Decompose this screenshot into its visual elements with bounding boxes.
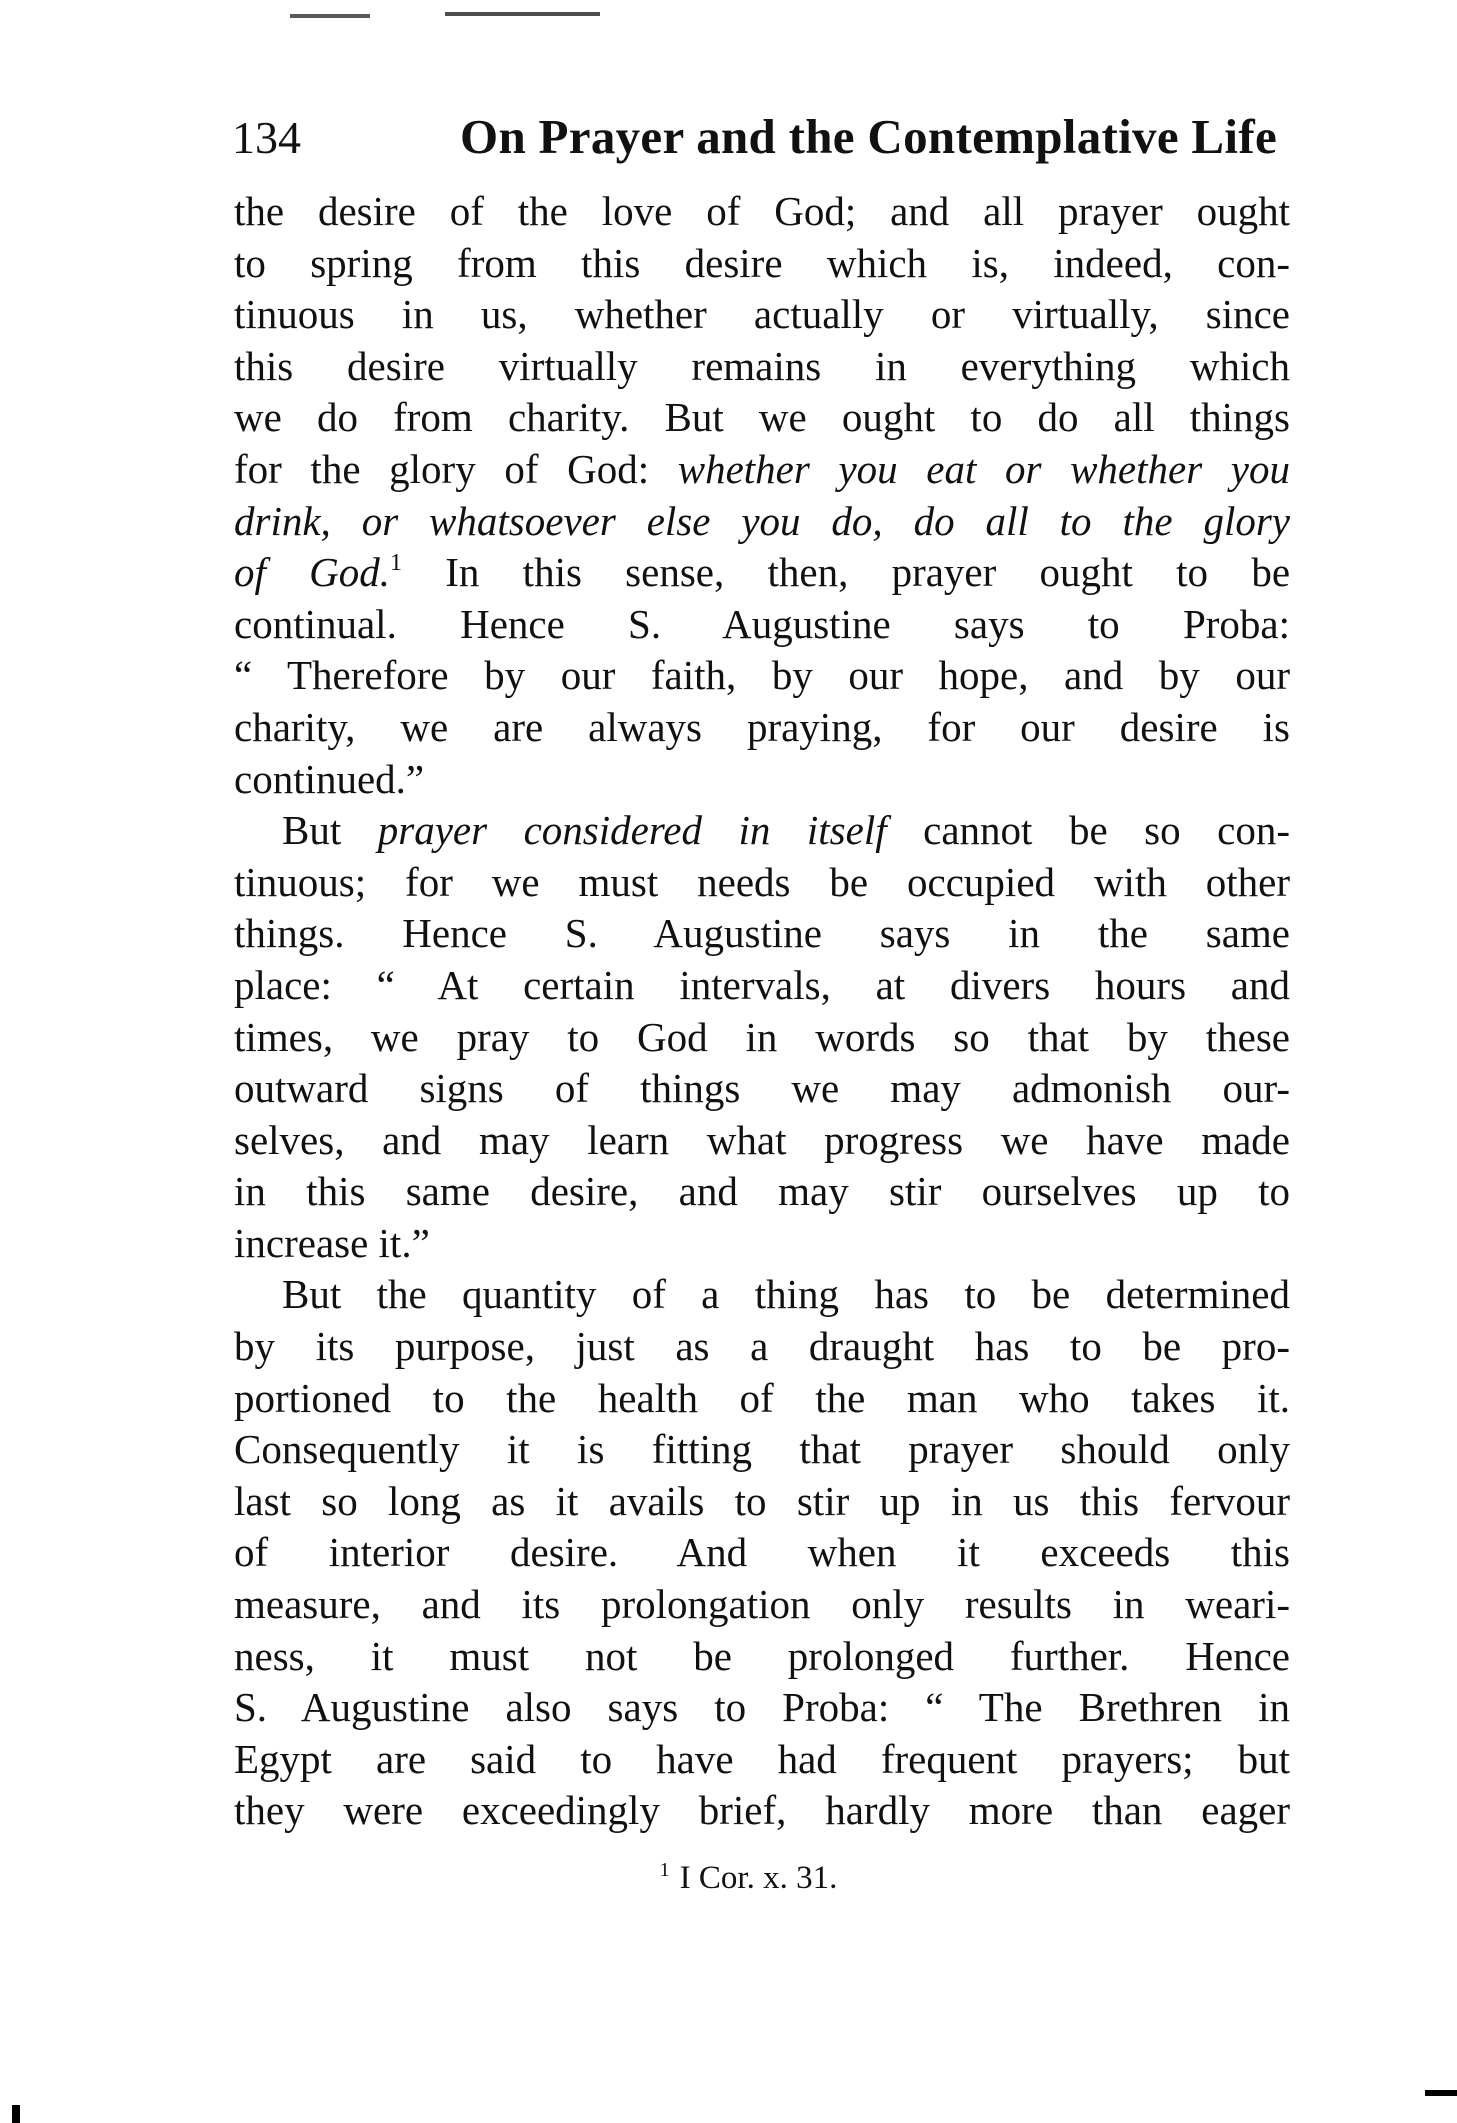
- paragraph: [234, 186, 1290, 805]
- text-line: [234, 1579, 1290, 1631]
- text-run: measure, and its prolongation only results in weari-: [234, 1581, 1290, 1628]
- text-run: ness, it must not be prolonged further. Hence: [234, 1632, 1290, 1679]
- text-line: [234, 857, 1290, 909]
- text-line: [234, 1527, 1290, 1579]
- footnote-text: I Cor. x. 31.: [679, 1860, 838, 1896]
- text-line: [234, 599, 1290, 651]
- text-run: tinuous in us, whether actually or virtually, since: [234, 291, 1290, 338]
- text-run: they were exceedingly brief, hardly more than eager: [234, 1787, 1290, 1834]
- text-run: charity, we are always praying, for our desire is: [234, 703, 1290, 750]
- text-line: [234, 1476, 1290, 1528]
- text-run: we do from charity. But we ought to do all things: [234, 394, 1290, 441]
- text-line: [234, 1631, 1290, 1683]
- text-line: [234, 1166, 1290, 1218]
- text-line: [234, 1682, 1290, 1734]
- text-run: Consequently it is fitting that prayer should only: [234, 1426, 1290, 1473]
- text-run: portioned to the health of the man who takes it.: [234, 1374, 1290, 1421]
- text-run: in this same desire, and may stir ourselves up to: [234, 1168, 1290, 1215]
- text-run: continued.”: [234, 755, 425, 802]
- text-line: [234, 289, 1290, 341]
- text-line: [234, 1269, 1290, 1321]
- text-run: tinuous; for we must needs be occupied with other: [234, 858, 1290, 905]
- text-line: [234, 805, 1290, 857]
- footnote-reference: 1: [390, 550, 403, 577]
- text-run: increase it.”: [234, 1219, 430, 1266]
- scan-artifact-top-left: [290, 14, 370, 18]
- footnote: [0, 1860, 1457, 1897]
- text-run: last so long as it avails to stir up in us this fervour: [234, 1477, 1290, 1524]
- text-run: place: “ At certain intervals, at divers hours and: [234, 961, 1290, 1008]
- text-run: cannot be so con-: [886, 807, 1290, 854]
- text-line: [234, 341, 1290, 393]
- scan-artifact-bottom-right: [1425, 2090, 1457, 2096]
- text-run: for the glory of God:: [234, 445, 678, 492]
- running-header: [232, 108, 1277, 168]
- text-line: [234, 1063, 1290, 1115]
- text-line: [234, 908, 1290, 960]
- text-line: [234, 444, 1290, 496]
- text-line: [234, 960, 1290, 1012]
- text-line: [234, 1373, 1290, 1425]
- text-run: things. Hence S. Augustine says in the same: [234, 910, 1290, 957]
- italic-text: drink, or whatsoever else you do, do all to the glory: [234, 497, 1290, 544]
- scan-artifact-top-center: [445, 12, 600, 16]
- text-run: But the quantity of a thing has to be determined: [282, 1271, 1290, 1318]
- text-run: this desire virtually remains in everything which: [234, 342, 1290, 389]
- text-run: continual. Hence S. Augustine says to Proba:: [234, 600, 1290, 647]
- text-line: [234, 238, 1290, 290]
- text-line: [234, 1424, 1290, 1476]
- text-line: [234, 1321, 1290, 1373]
- text-line: [234, 702, 1290, 754]
- text-run: to spring from this desire which is, indeed, con-: [234, 239, 1290, 286]
- text-run: “ Therefore by our faith, by our hope, and by our: [234, 652, 1290, 699]
- text-run: the desire of the love of God; and all prayer ought: [234, 188, 1290, 234]
- text-run: S. Augustine also says to Proba: “ The Brethren in: [234, 1684, 1290, 1731]
- text-run: by its purpose, just as a draught has to be pro-: [234, 1323, 1290, 1370]
- running-title: On Prayer and the Contemplative Life: [460, 109, 1277, 164]
- text-run: But: [282, 807, 378, 854]
- text-line: [234, 1734, 1290, 1786]
- text-run: times, we pray to God in words so that by these: [234, 1013, 1290, 1060]
- scan-artifact-bottom-left: [12, 2105, 20, 2123]
- paragraph: [234, 1269, 1290, 1837]
- text-line: [234, 186, 1290, 238]
- text-run: In this sense, then, prayer ought to be: [402, 549, 1291, 596]
- body-text: [234, 186, 1290, 1837]
- footnote-marker: 1: [659, 1859, 670, 1881]
- text-line: [234, 754, 1290, 806]
- italic-text: prayer considered in itself: [377, 807, 887, 854]
- text-run: selves, and may learn what progress we have made: [234, 1116, 1290, 1163]
- text-run: outward signs of things we may admonish our-: [234, 1065, 1290, 1112]
- text-line: [234, 1115, 1290, 1167]
- paragraph: [234, 805, 1290, 1269]
- text-run: of interior desire. And when it exceeds this: [234, 1529, 1290, 1576]
- text-line: [234, 496, 1290, 548]
- text-line: [234, 547, 1290, 599]
- italic-text: of God.: [234, 549, 391, 596]
- text-line: [234, 392, 1290, 444]
- text-line: [234, 1218, 1290, 1270]
- text-run: Egypt are said to have had frequent prayers; but: [234, 1735, 1290, 1782]
- text-line: [234, 650, 1290, 702]
- page-number: 134: [232, 112, 301, 163]
- text-line: [234, 1012, 1290, 1064]
- italic-text: whether you eat or whether you: [677, 445, 1290, 492]
- text-line: [234, 1785, 1290, 1837]
